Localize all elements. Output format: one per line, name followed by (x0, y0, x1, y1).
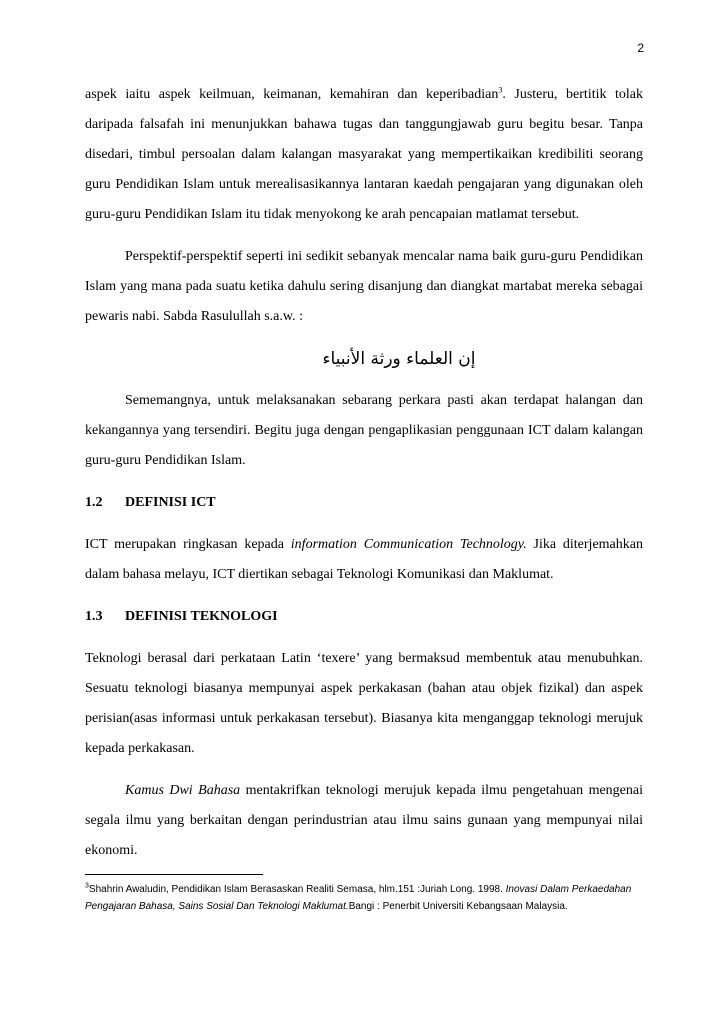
footnote-text-b: Bangi : Penerbit Universiti Kebangsaan Malaysia. (348, 901, 568, 912)
paragraph-ict-text-a: ICT merupakan ringkasan kepada (85, 537, 291, 552)
arabic-quote: إن العلماء ورثة الأنبياء (322, 349, 476, 369)
footnote-italic: Inovasi Dalam Perkaedahan Pengajaran Bahasa, Sains Sosial Dan Teknologi Maklumat. (85, 884, 632, 912)
paragraph-3: Sememangnya, untuk melaksanakan sebarang perkara pasti akan terdapat halangan dan kekangannya yang tersendiri. Begitu juga dengan pengaplikasian penggunaan ICT dalam kalangan guru-guru Pendidikan Islam. (85, 393, 643, 468)
footnote-reference[interactable]: 3 (498, 85, 503, 95)
footnote-mark: 3 (85, 882, 89, 890)
paragraph-1-text-b: . Justeru, bertitik tolak daripada falsafah ini menunjukkan bahawa tugas dan tanggungjawab guru begitu besar. Tanpa disedari, timbul persoalan dalam kalangan masyarakat yang mempertikaikan kredibiliti seorang guru Pendidikan Islam untuk merealisasikannya lantaran kaedah pengajaran yang digunakan oleh guru-guru Pendidikan Islam itu tidak menyokong ke arah pencapaian matlamat tersebut. (85, 87, 643, 222)
paragraph-1 (85, 80, 643, 230)
paragraph-teknologi-1: Teknologi berasal dari perkataan Latin ‘texere’ yang bermaksud membentuk atau menubuhkan. Sesuatu teknologi biasanya mempunyai aspek perkakasan (bahan atau objek fizikal) dan aspek perisian(asas informasi untuk perkakasan tersebut). Biasanya kita menganggap teknologi merujuk kepada perkakasan. (85, 651, 643, 756)
paragraph-ict-text-b: Jika diterjemahkan dalam bahasa melayu, ICT diertikan sebagai Teknologi Komunikasi dan Maklumat. (85, 537, 643, 582)
section-heading-ict (85, 488, 643, 518)
paragraph-1-text-a: aspek iaitu aspek keilmuan, keimanan, kemahiran dan keperibadian (85, 87, 499, 102)
paragraph-teknologi-2 (85, 776, 643, 866)
section-title: DEFINISI ICT (125, 495, 216, 510)
footnote-divider (85, 874, 263, 875)
paragraph-2: Perspektif-perspektif seperti ini sedikit sebanyak mencalar nama baik guru-guru Pendidikan Islam yang mana pada suatu ketika dahulu sering disanjung dan diangkat martabat mereka sebagai pewaris nabi. Sabda Rasulullah s.a.w. : (85, 249, 643, 324)
paragraph-ict-italic: information Communication Technology. (290, 537, 527, 552)
paragraph-teknologi-2-italic: Kamus Dwi Bahasa (125, 783, 241, 798)
section-number: 1.2 (85, 495, 103, 510)
section-title: DEFINISI TEKNOLOGI (125, 609, 278, 624)
paragraph-teknologi-2-text: mentakrifkan teknologi merujuk kepada ilmu pengetahuan mengenai segala ilmu yang berkaitan dengan perindustrian atau ilmu sains gunaan yang mempunyai nilai ekonomi. (85, 783, 644, 858)
page-number: 2 (637, 41, 644, 55)
body-text (85, 80, 643, 866)
footnote (85, 881, 645, 915)
footnote-text-a: Shahrin Awaludin, Pendidikan Islam Berasaskan Realiti Semasa, hlm.151 :Juriah Long. 1998. (88, 884, 506, 895)
paragraph-ict (85, 530, 643, 590)
section-number: 1.3 (85, 609, 103, 624)
section-heading-teknologi (85, 602, 643, 632)
